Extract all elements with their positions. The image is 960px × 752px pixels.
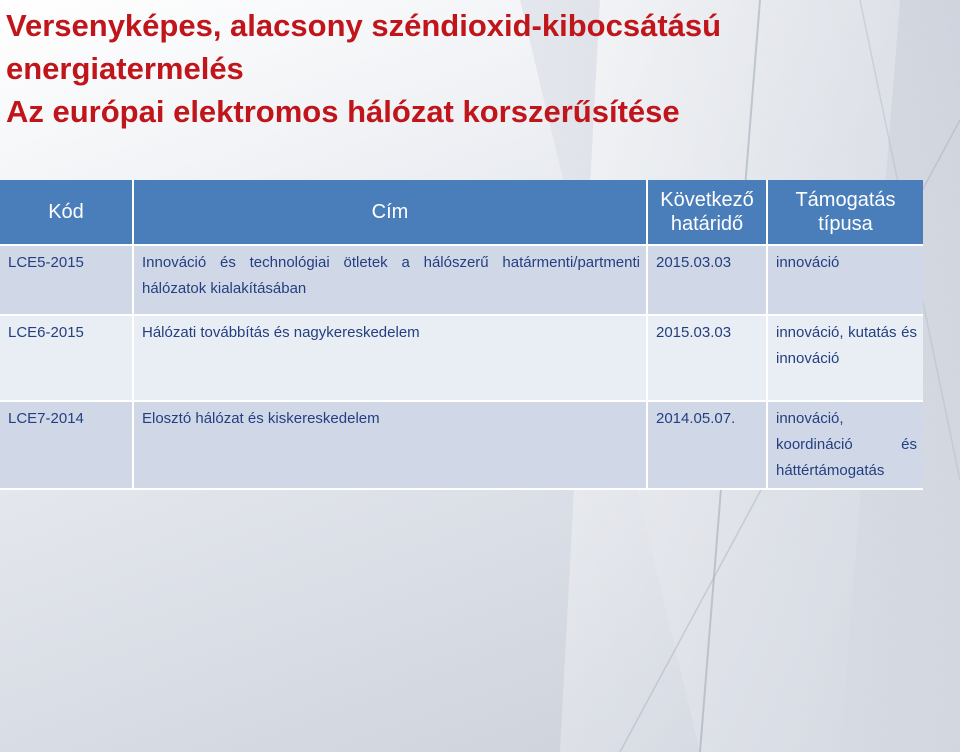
cell-code: LCE6-2015 bbox=[0, 316, 134, 402]
table-row bbox=[0, 316, 923, 402]
title-line-1: Versenyképes, alacsony széndioxid-kibocsátású bbox=[6, 8, 722, 43]
table-row bbox=[0, 402, 923, 490]
title-line-3: Az európai elektromos hálózat korszerűsítése bbox=[6, 94, 680, 129]
header-title: Cím bbox=[134, 180, 648, 246]
cell-code: LCE7-2014 bbox=[0, 402, 134, 490]
header-deadline: Következő határidő bbox=[648, 180, 768, 246]
cell-deadline: 2015.03.03 bbox=[648, 246, 768, 316]
slide-title bbox=[6, 4, 721, 133]
header-code: Kód bbox=[0, 180, 134, 246]
cell-deadline: 2015.03.03 bbox=[648, 316, 768, 402]
cell-support-type: innováció, kutatás és innováció bbox=[768, 316, 923, 402]
cell-support-type: innováció, koordináció és háttértámogatás bbox=[768, 402, 923, 490]
table-header-row bbox=[0, 180, 923, 246]
cell-code: LCE5-2015 bbox=[0, 246, 134, 316]
cell-title: Hálózati továbbítás és nagykereskedelem bbox=[134, 316, 648, 402]
table-row bbox=[0, 246, 923, 316]
cell-support-type: innováció bbox=[768, 246, 923, 316]
calls-table bbox=[0, 180, 923, 490]
cell-deadline: 2014.05.07. bbox=[648, 402, 768, 490]
cell-title: Innováció és technológiai ötletek a hálószerű határmenti/partmenti hálózatok kialakításában bbox=[134, 246, 648, 316]
header-support-type: Támogatás típusa bbox=[768, 180, 923, 246]
cell-title: Elosztó hálózat és kiskereskedelem bbox=[134, 402, 648, 490]
title-line-2: energiatermelés bbox=[6, 51, 244, 86]
